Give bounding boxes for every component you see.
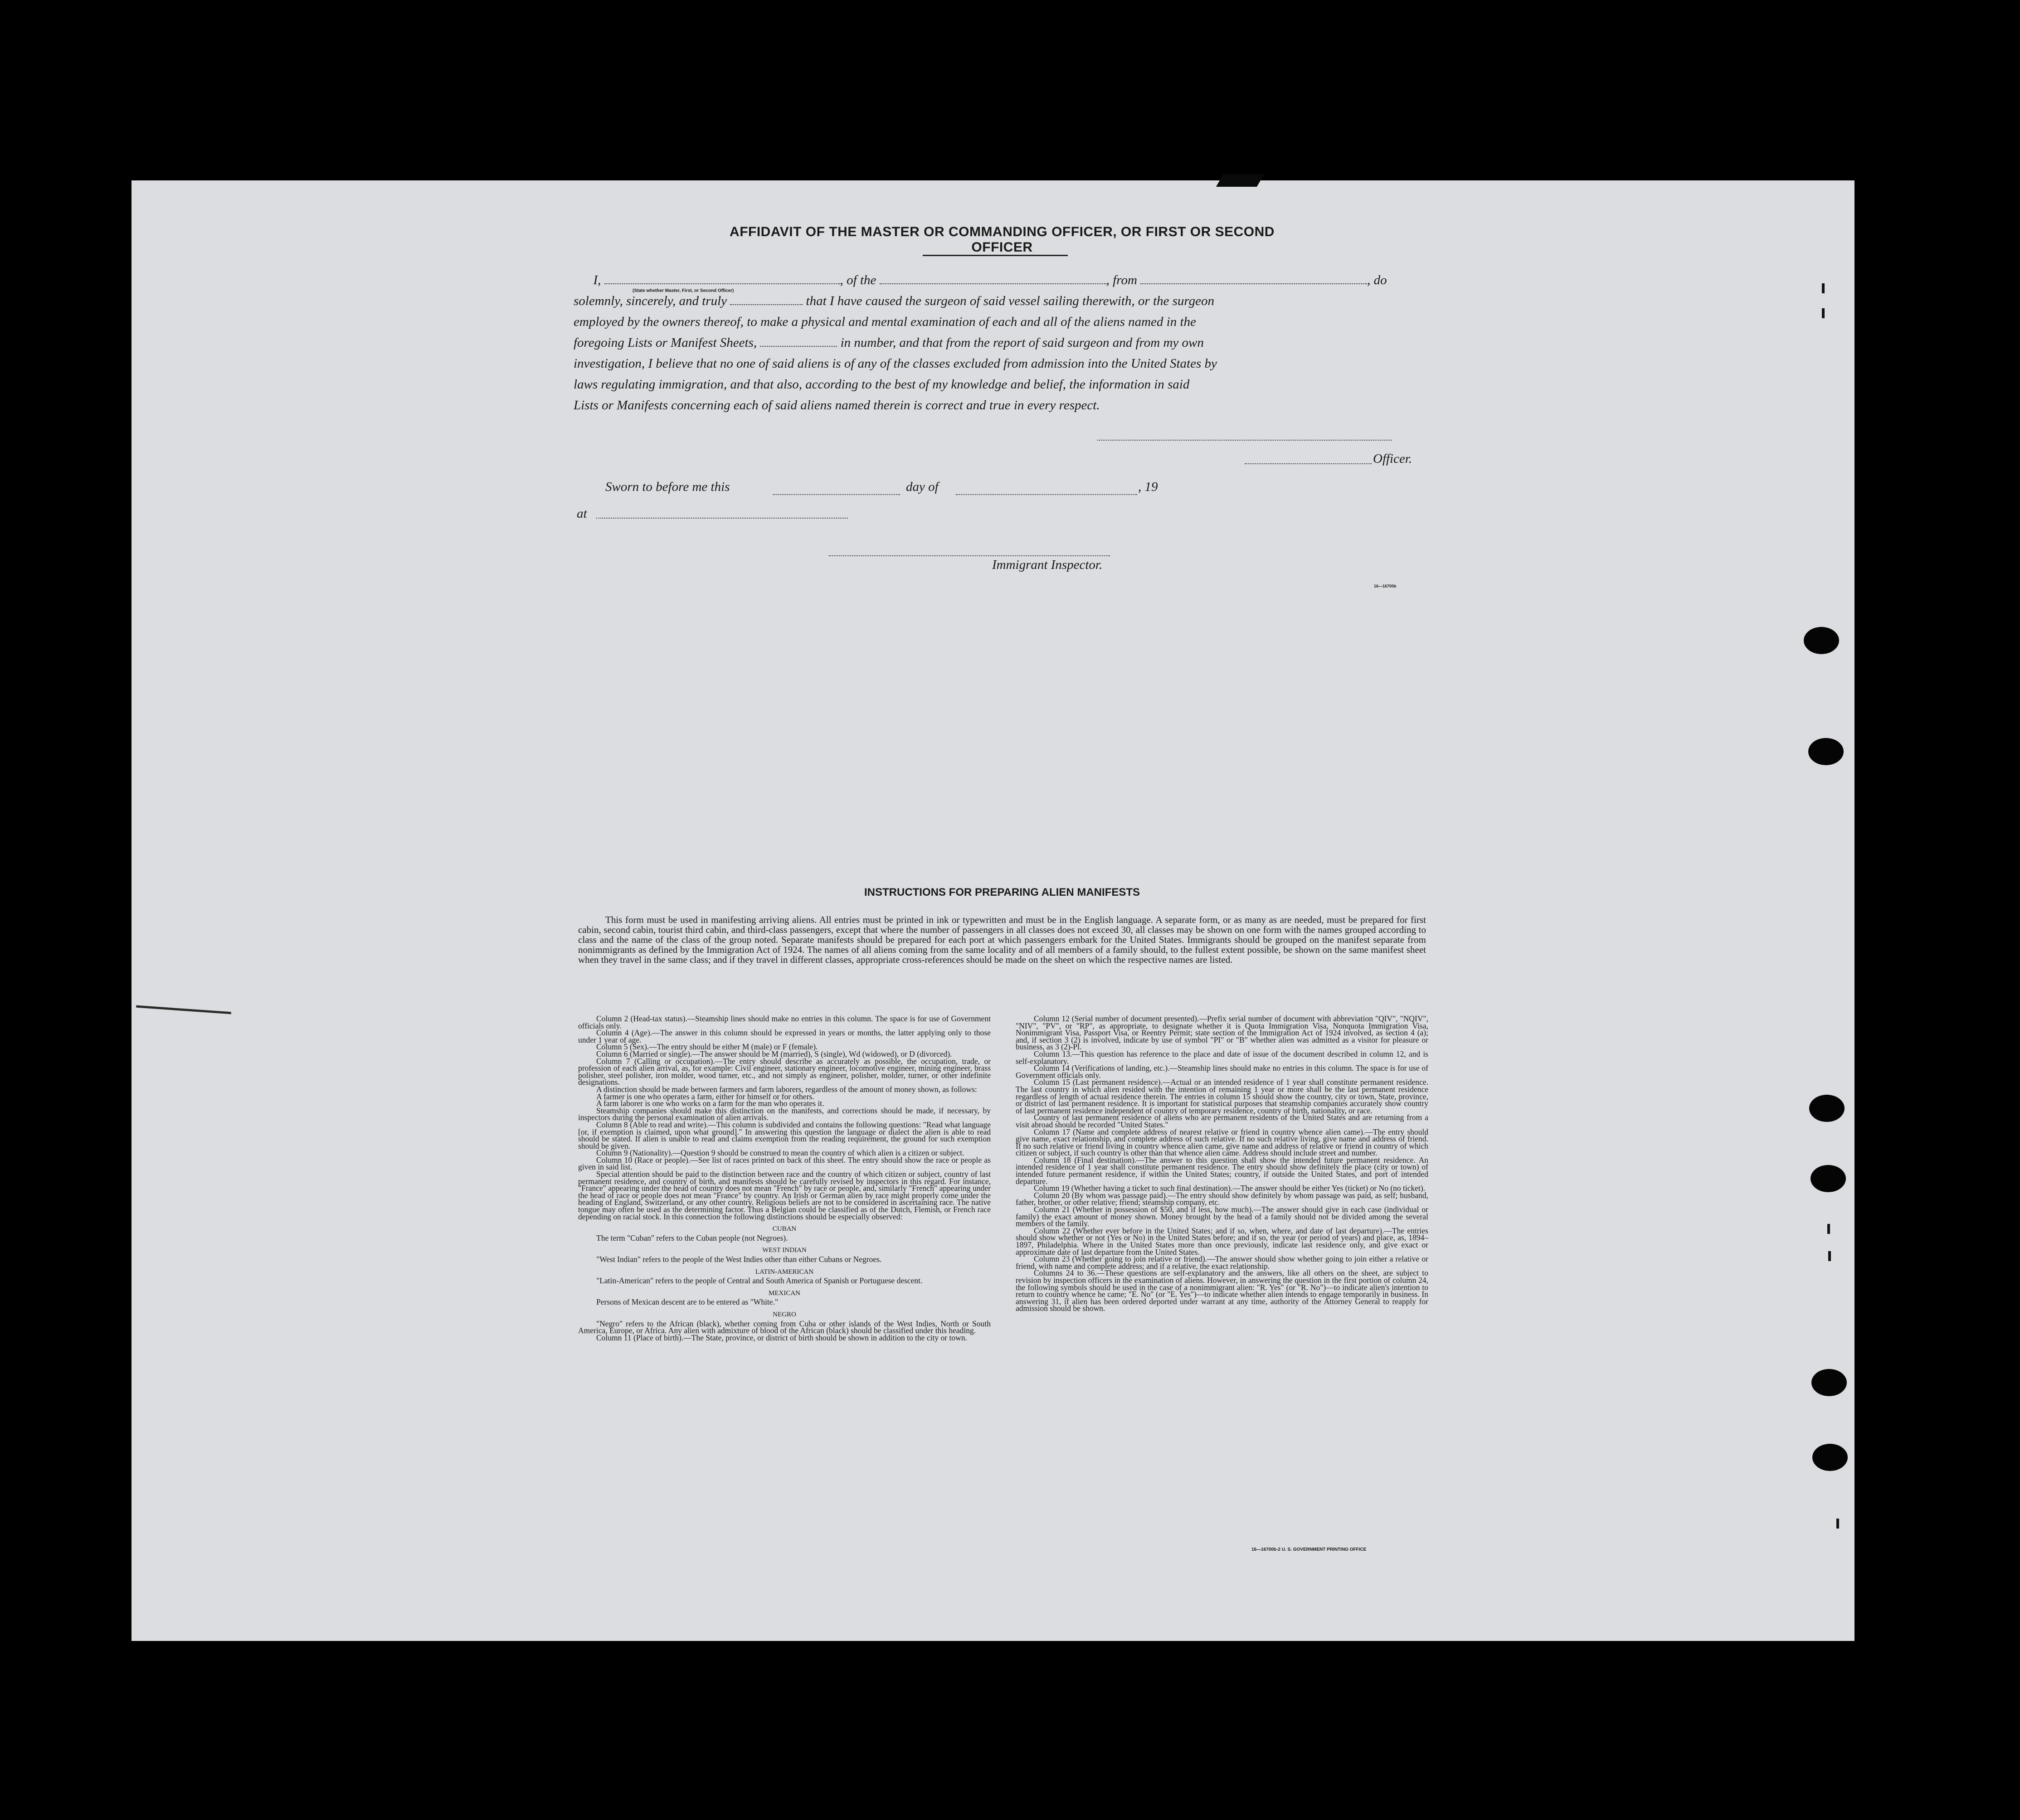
binder-hole [1812,1444,1848,1471]
instruction-paragraph: Column 20 (By whom was passage paid).—The entry should show definitely by whom passage was paid, as self; husband, father, brother, or other relative; friend; steamship company, etc. [1016,1190,1428,1207]
sworn-place-field[interactable] [596,517,848,519]
latin-heading: LATIN-AMERICAN [755,1268,814,1276]
mexican-text: Persons of Mexican descent are to be entered as "White." [596,1297,779,1307]
instructions-intro: This form must be used in manifesting arriving aliens. All entries must be printed in ink or typewritten and must be in the English language. A separate form, or as many as are needed, must be prepared for first cabin, second cabin, tourist third cabin, and third-class passengers, except that where the number of passengers in all classes does not exceed 30, all classes may be shown on one form with the names grouped according to class and the name of the class of the group noted. Separate manifests should be prepared for each port at which passengers embark for the United States. Immigrants should be grouped on the manifest separate from nonimmigrants as defined by the Immigration Act of 1924. The names of all aliens coming from the same locality and of all members of a family should, to the fullest extent possible, be shown on the same manifest sheet when they travel in the same class; and if they travel in different classes, appropriate cross-references should be made on the sheet on which the respective names are listed. [578,914,1426,965]
instruction-paragraph: Column 2 (Head-tax status).—Steamship lines should make no entries in this column. The space is for use of Government officials only. [578,1014,991,1030]
affidavit-line4b: in number, and that from the report of said surgeon and from my own [840,335,1204,350]
instruction-paragraph: Column 22 (Whether ever before in the United States; and if so, when, where, and date of last departure).—The entries should show whether or not (Yes or No) in the United States before; and if so, the year (or period of years) and place, as, 1894–1897, Philadelphia. Where in the United States more than once previously, indicate last residence only, and give exact or approximate date of last departure from the United States. [1016,1226,1428,1257]
edge-mark [1827,1224,1830,1234]
affidavit-line7: Lists or Manifests concerning each of said aliens named therein is correct and true in every respect. [574,398,1100,413]
affidavit-line2b: that I have caused the surgeon of said vessel sailing therewith, or the surgeon [806,294,1215,308]
affidavit-line3: employed by the owners thereof, to make a physical and mental examination of each and all of the aliens named in the [574,315,1196,329]
sworn-day-field[interactable] [773,493,900,495]
instruction-paragraph: Column 23 (Whether going to join relative or friend).—The answer should show whether going to join either a relative or friend, with name and complete address; and if a relative, the exact relationship. [1016,1254,1428,1271]
instructions-right-column [1016,1015,1428,1312]
instructions-left-column [578,1015,991,1341]
cuban-text: The term "Cuban" refers to the Cuban people (not Negroes). [596,1233,788,1242]
binder-hole [1808,738,1844,765]
negro-heading: NEGRO [773,1310,796,1318]
edge-mark [1828,1251,1831,1261]
cuban-heading: CUBAN [772,1225,797,1233]
inspector-label: Immigrant Inspector. [992,558,1103,572]
instruction-paragraph: Column 18 (Final destination).—The answer to this question shall show the intended future permanent residence. An intended residence of 1 year shall constitute permanent residence. The entry should show definitely the place (city or town) of intended future permanent residence, if within the United States; country, if outside the United States, and port of intended departure. [1016,1155,1428,1186]
sworn-a: Sworn to before me this [605,480,730,494]
instruction-paragraph: Column 9 (Nationality).—Question 9 should be construed to mean the country of which alien is a citizen or subject. [596,1148,964,1158]
instruction-paragraph: Column 4 (Age).—The answer in this column should be expressed in years or months, the latter applying only to those under 1 year of age. [578,1028,991,1044]
instruction-paragraph: Column 12 (Serial number of document presented).—Prefix serial number of document with abbreviation "QIV", "NQIV", "NIV", "PV", or "RP", as appropriate, to designate whether it is Quota Immigration Visa, Nonquota Immigration Visa, Nonimmigrant Visa, Passport Visa, or Reentry Permit; state section of the Immigration Act of 1924 involved, as section 4 (a); and, if section 3 (2) is involved, indicate by use of symbol "PI" or "B" whether alien was admitted as a visitor for pleasure or business, as 3 (2)-Pl. [1016,1014,1428,1052]
mexican-heading: MEXICAN [769,1289,800,1297]
affidavit-title: AFFIDAVIT OF THE MASTER OR COMMANDING OFFICER, OR FIRST OR SECOND OFFICER [730,224,1275,255]
binder-hole [1809,1095,1845,1122]
vessel-name-field[interactable] [880,273,1106,284]
inspector-signature-field[interactable] [829,554,1110,556]
negro-text: "Negro" refers to the African (black), whether coming from Cuba or other islands of the West Indies, North or South America, Europe, or Africa. Any alien with admixture of blood of the African (black) should be classified under this heading. [578,1319,991,1335]
sworn-b: day of [906,480,939,494]
title-underline [923,255,1068,256]
instruction-paragraph: A distinction should be made between farmers and farm laborers, regardless of the amount of money shown, as follows: [596,1084,977,1094]
officer-signature-field[interactable] [1097,439,1392,441]
officer-rank-signature-field[interactable] [1245,462,1372,464]
instruction-paragraph: Column 8 (Able to read and write).—This column is subdivided and contains the following questions: "Read what language [or, if exemption is claimed, upon what ground]." In answering this question the language or dialect the alien is able to read should be stated. If alien is unable to read and claims exemption from the reading requirement, the ground for such exemption should be given. [578,1120,991,1150]
sworn-month-field[interactable] [956,493,1137,495]
instruction-paragraph: Column 13.—This question has reference to the place and date of issue of the document described in column 12, and is self-explanatory. [1016,1049,1428,1066]
instruction-paragraph: Columns 24 to 36.—These questions are self-explanatory and the answers, like all others on the sheet, are subject to revision by inspection officers in the examination of aliens. However, in answering the question in the first portion of column 24, the following symbols should be used in the case of a nonimmigrant alien: "R. Yes" (or "R. No")—to indicate alien's intention to return to country whence he came; "E. No" (or "E. Yes")—to indicate whether alien intends to engage temporarily in business. In answering 31, if alien has been ordered deported under warrant at any time, authority of the Attorney General to reapply for admission should be shown. [1016,1268,1428,1313]
instruction-paragraph: A farm laborer is one who works on a farm for the man who operates it. [596,1099,824,1108]
affidavit-line6: laws regulating immigration, and that also, according to the best of my knowledge and belief, the information in said [574,377,1190,392]
form-code: 16—16700b [1374,584,1397,588]
edge-mark [1822,308,1825,318]
edge-mark [1822,283,1825,293]
instructions-title: INSTRUCTIONS FOR PREPARING ALIEN MANIFESTS [864,886,1140,898]
affidavit-do: , do [1367,273,1387,287]
instruction-paragraph: Column 15 (Last permanent residence).—Actual or an intended residence of 1 year shall constitute permanent residence. The last country in which alien resided with the intention of remaining 1 year or more shall be the last permanent residence regardless of length of actual residence therein. The entries in column 15 should show the country, city or town, State, province, or district of last permanent residence. It is important for statistical purposes that steamship companies accurately show country of last permanent residence independent of country of temporary residence, country of birth, nationality, or race. [1016,1077,1428,1115]
instruction-paragraph: Steamship companies should make this distinction on the manifests, and corrections should be made, if necessary, by inspectors during the personal examination of alien arrivals. [578,1106,991,1122]
page-tear [1216,174,1264,187]
instruction-paragraph: A farmer is one who operates a farm, either for himself or for others. [596,1092,814,1101]
officer-name-field[interactable] [604,273,840,284]
instruction-paragraph: Column 10 (Race or people).—See list of races printed on back of this sheet. The entry should show the race or people as given in said list. [578,1155,991,1172]
instruction-paragraph: Column 6 (Married or single).—The answer should be M (married), S (single), Wd (widowed), or D (divorced). [596,1049,952,1058]
latin-text: "Latin-American" refers to the people of Central and South America of Spanish or Portuguese descent. [596,1276,923,1286]
edge-mark [1836,1519,1839,1529]
instruction-paragraph: Special attention should be paid to the distinction between race and the country of which citizen or subject, country of last permanent residence, and country of birth, and manifests should be carefully revised by inspectors in this regard. For instance, "France" appearing under the head of country does not mean "French" by race or people, and, similarly "French" appearing under the head of race or people does not mean "France" by country. An Irish or German alien by race might properly come under the heading of England, Switzerland, or any other country. Religious beliefs are not to be considered in ascertaining race. The native tongue may often be used as the determining factor. Thus a Belgian could be classified as of the Dutch, Flemish, or French race depending on racial stock. In this connection the following distinctions should be especially observed: [578,1170,991,1221]
affidavit-line4a: foregoing Lists or Manifest Sheets, [574,335,757,350]
instruction-paragraph: Country of last permanent residence of aliens who are permanent residents of the United States and are returning from a visit abroad should be recorded "United States." [1016,1113,1428,1129]
binder-hole [1804,627,1839,654]
sworn-c: , 19 [1138,480,1158,494]
instruction-paragraph: Column 14 (Verifications of landing, etc.).—Steamship lines should make no entries in this column. The space is for use of Government officials only. [1016,1063,1428,1080]
binder-hole [1811,1369,1847,1396]
binder-hole [1811,1165,1846,1192]
west-indian-text: "West Indian" refers to the people of the West Indies other than either Cubans or Negroes. [596,1255,882,1264]
instruction-paragraph: Column 5 (Sex).—The entry should be either M (male) or F (female). [596,1042,818,1052]
affidavit-line2a: solemnly, sincerely, and truly [574,294,727,308]
affidavit-of-the: , of the [840,273,876,287]
affidavit-from: , from [1106,273,1137,287]
column-11-text: Column 11 (Place of birth).—The State, province, or district of birth should be shown in addition to the city or town. [596,1333,967,1342]
sheet-count-field[interactable] [760,336,837,347]
sworn-at: at [577,506,587,521]
affidavit-i: I, [593,273,601,287]
printer-imprint: 16—16700b-2 U. S. GOVERNMENT PRINTING OFFICE [1251,1547,1367,1552]
instruction-paragraph: Column 21 (Whether in possession of $50, and if less, how much).—The answer should give in each case (individual or family) the exact amount of money shown. Money brought by the head of a family should not be divided among the several members of the family. [1016,1205,1428,1228]
officer-rank-note: (State whether Master, First, or Second Officer) [633,288,734,293]
officer-rank-field[interactable] [730,294,803,305]
instruction-paragraph: Column 7 (Calling or occupation).—The entry should describe as accurately as possible, the occupation, trade, or profession of each alien arrival, as, for example: Civil engineer, stationary engineer, locomotive engineer, mining engineer, brass polisher, steel polisher, iron molder, wood turner, etc., and not simply as engineer, polisher, molder, turner, or other indefinite designations. [578,1056,991,1087]
departure-port-field[interactable] [1140,273,1367,284]
officer-label: Officer. [1373,451,1412,466]
instruction-paragraph: Column 17 (Name and complete address of nearest relative or friend in country whence alien came).—The entry should give name, exact relationship, and complete address of such relative. If no such relative living, give name and address of friend. If no such relative or friend living in country whence alien came, give name and address of relative or friend in country of which citizen or subject, if such country is other than that whence alien came. Address should include street and number. [1016,1127,1428,1158]
west-indian-heading: WEST INDIAN [762,1247,807,1254]
affidavit-line5: investigation, I believe that no one of said aliens is of any of the classes excluded from admission into the United States by [574,356,1217,371]
instruction-paragraph: Column 19 (Whether having a ticket to such final destination).—The answer should be either Yes (ticket) or No (no ticket). [1034,1184,1426,1193]
